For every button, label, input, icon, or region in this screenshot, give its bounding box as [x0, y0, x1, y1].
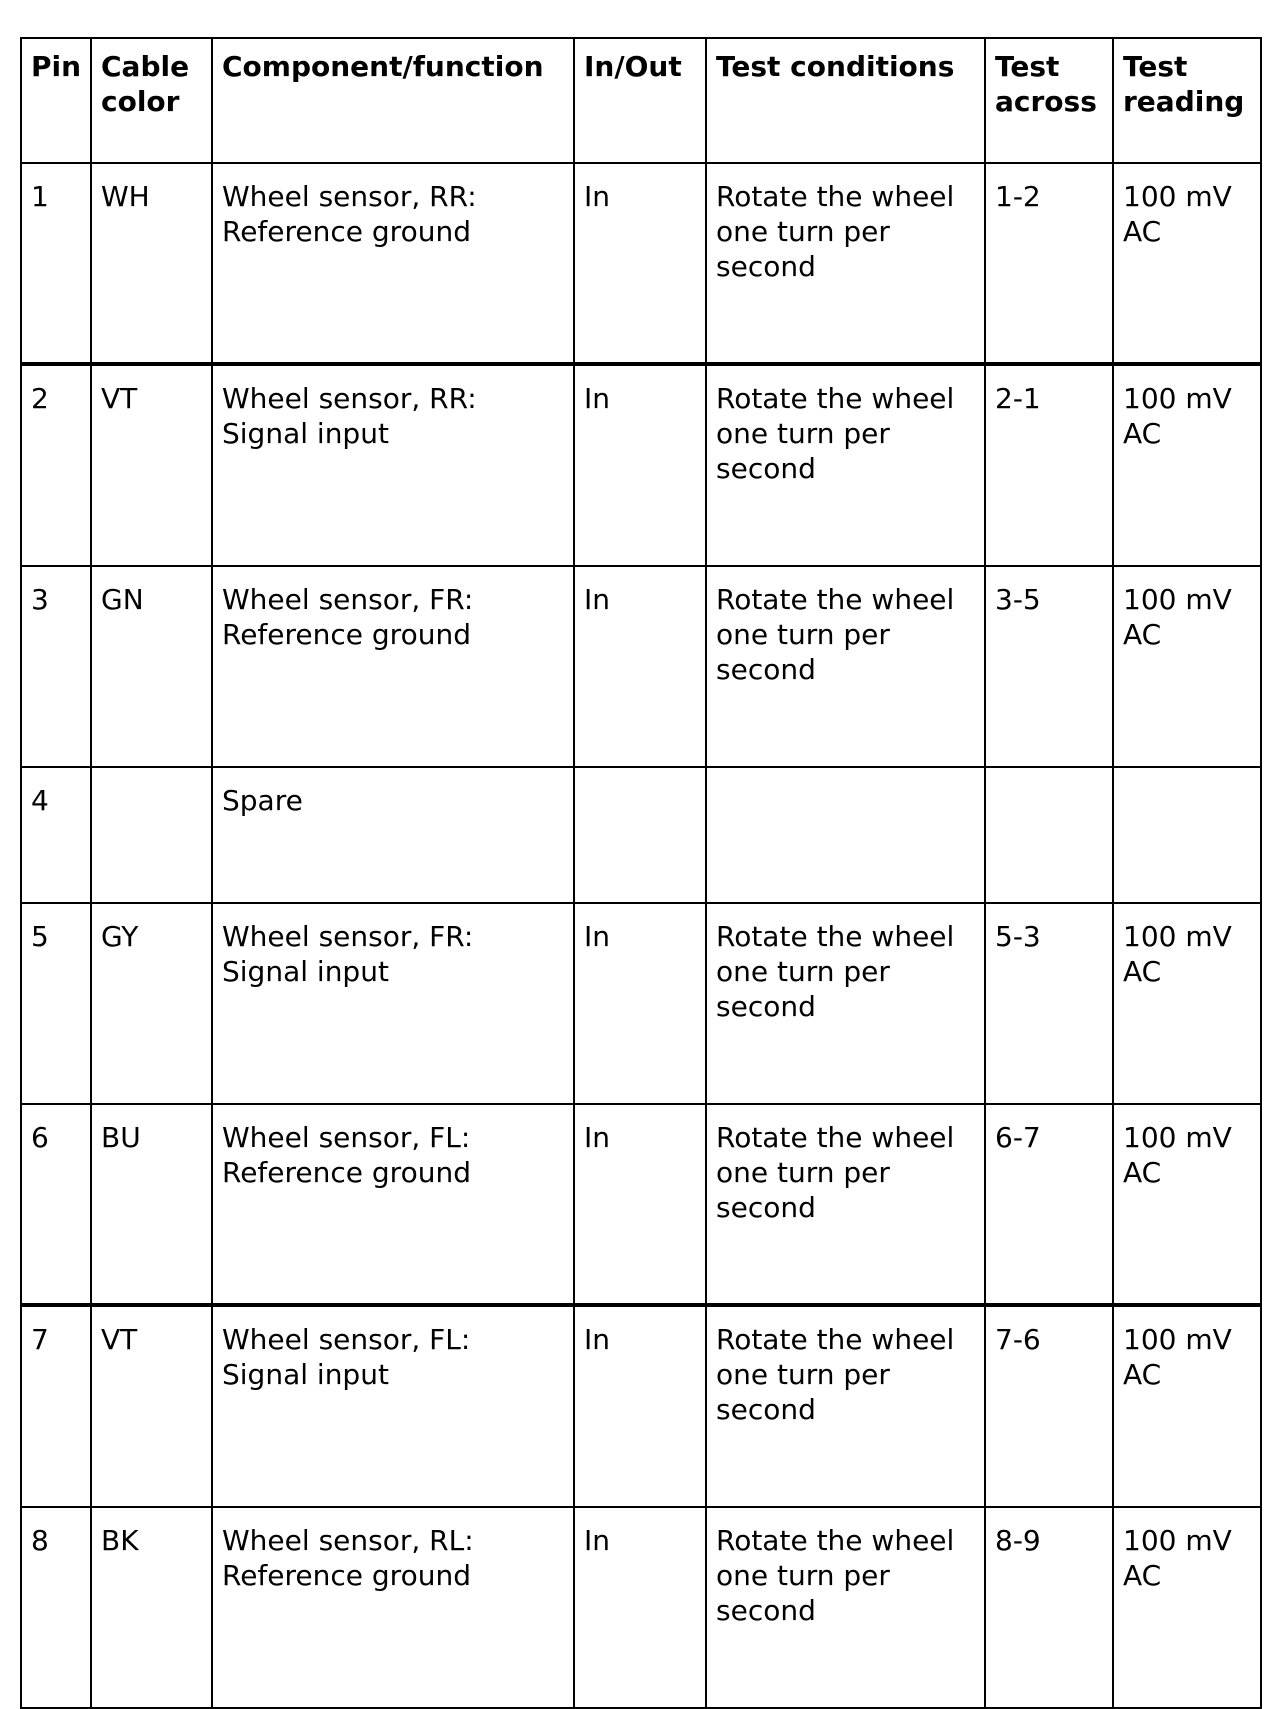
cell-component: Wheel sensor, FR: Signal input	[212, 903, 574, 1104]
cell-cable-color: BK	[91, 1507, 212, 1708]
cell-cable-color	[91, 767, 212, 903]
cell-component: Spare	[212, 767, 574, 903]
cell-component: Wheel sensor, FR: Reference ground	[212, 566, 574, 767]
cell-in-out: In	[574, 903, 706, 1104]
cell-test-across: 7-6	[985, 1305, 1113, 1506]
header-cable-color: Cable color	[91, 38, 212, 163]
table-row	[21, 1305, 1261, 1506]
cell-test-reading: 100 mV AC	[1113, 903, 1261, 1104]
cell-test-conditions: Rotate the wheel one turn per second	[706, 566, 985, 767]
cell-test-across: 3-5	[985, 566, 1113, 767]
cell-test-conditions: Rotate the wheel one turn per second	[706, 163, 985, 364]
cell-test-conditions	[706, 767, 985, 903]
cell-cable-color: WH	[91, 163, 212, 364]
table-row	[21, 364, 1261, 565]
cell-test-reading: 100 mV AC	[1113, 364, 1261, 565]
cell-cable-color: VT	[91, 1305, 212, 1506]
cell-component: Wheel sensor, FL: Signal input	[212, 1305, 574, 1506]
header-test-across: Test across	[985, 38, 1113, 163]
cell-pin: 4	[21, 767, 91, 903]
cell-in-out: In	[574, 566, 706, 767]
cell-component: Wheel sensor, FL: Reference ground	[212, 1104, 574, 1305]
header-in-out: In/Out	[574, 38, 706, 163]
table-row	[21, 163, 1261, 364]
cell-test-across: 8-9	[985, 1507, 1113, 1708]
table-header-row	[21, 38, 1261, 163]
cell-in-out: In	[574, 1305, 706, 1506]
cell-test-conditions: Rotate the wheel one turn per second	[706, 1305, 985, 1506]
pin-table	[20, 37, 1262, 1709]
cell-test-reading: 100 mV AC	[1113, 1104, 1261, 1305]
table-row	[21, 566, 1261, 767]
cell-test-conditions: Rotate the wheel one turn per second	[706, 1507, 985, 1708]
table-row	[21, 1507, 1261, 1708]
cell-pin: 7	[21, 1305, 91, 1506]
cell-test-reading	[1113, 767, 1261, 903]
cell-pin: 1	[21, 163, 91, 364]
cell-component: Wheel sensor, RR: Reference ground	[212, 163, 574, 364]
cell-test-reading: 100 mV AC	[1113, 1305, 1261, 1506]
cell-cable-color: GN	[91, 566, 212, 767]
cell-in-out: In	[574, 1507, 706, 1708]
cell-cable-color: GY	[91, 903, 212, 1104]
header-pin: Pin	[21, 38, 91, 163]
cell-in-out	[574, 767, 706, 903]
cell-test-across: 1-2	[985, 163, 1113, 364]
cell-pin: 6	[21, 1104, 91, 1305]
cell-pin: 8	[21, 1507, 91, 1708]
cell-in-out: In	[574, 1104, 706, 1305]
table-row	[21, 767, 1261, 903]
cell-test-across: 5-3	[985, 903, 1113, 1104]
cell-component: Wheel sensor, RR: Signal input	[212, 364, 574, 565]
cell-cable-color: VT	[91, 364, 212, 565]
cell-test-reading: 100 mV AC	[1113, 163, 1261, 364]
cell-cable-color: BU	[91, 1104, 212, 1305]
cell-component: Wheel sensor, RL: Reference ground	[212, 1507, 574, 1708]
cell-test-across	[985, 767, 1113, 903]
cell-in-out: In	[574, 364, 706, 565]
cell-test-across: 2-1	[985, 364, 1113, 565]
cell-in-out: In	[574, 163, 706, 364]
cell-test-conditions: Rotate the wheel one turn per second	[706, 1104, 985, 1305]
cell-pin: 2	[21, 364, 91, 565]
cell-pin: 5	[21, 903, 91, 1104]
cell-test-reading: 100 mV AC	[1113, 566, 1261, 767]
header-test-reading: Test reading	[1113, 38, 1261, 163]
cell-test-conditions: Rotate the wheel one turn per second	[706, 364, 985, 565]
cell-test-reading: 100 mV AC	[1113, 1507, 1261, 1708]
header-component: Component/function	[212, 38, 574, 163]
table-row	[21, 903, 1261, 1104]
cell-test-conditions: Rotate the wheel one turn per second	[706, 903, 985, 1104]
cell-pin: 3	[21, 566, 91, 767]
table-row	[21, 1104, 1261, 1305]
header-test-conditions: Test conditions	[706, 38, 985, 163]
cell-test-across: 6-7	[985, 1104, 1113, 1305]
